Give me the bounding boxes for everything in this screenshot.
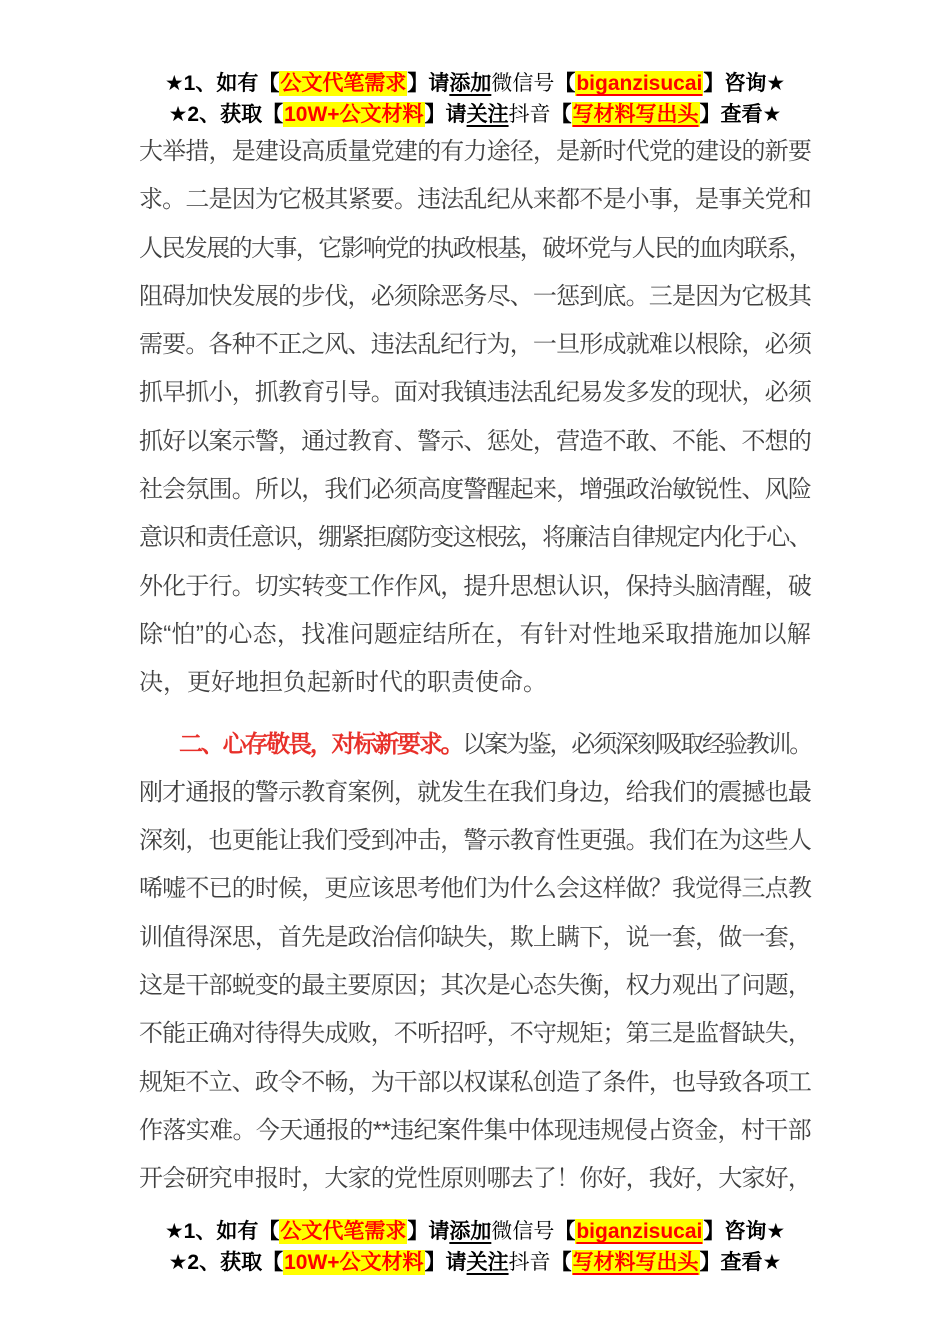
- promo-underline-add: 添加: [449, 1220, 492, 1243]
- body-text: 除“怕”的心态，找准问题症结所在，有针对性地采取措施加以解: [139, 620, 811, 648]
- body-line: [139, 817, 811, 865]
- body-line: [139, 865, 811, 913]
- promo-text: 】咨询★: [703, 1220, 786, 1243]
- body-line: [139, 1010, 811, 1058]
- body-text: 求。二是因为它极其紧要。违法乱纪从来都不是小事，是事关党和: [139, 186, 811, 214]
- body-text: 不能正确对待得失成败，不听招呼，不守规矩；第三是监督缺失，: [139, 1020, 811, 1048]
- promo-line: [0, 1247, 950, 1278]
- body-line: [139, 128, 811, 176]
- body-line: [139, 1107, 811, 1155]
- promo-text: 】查看★: [699, 1251, 782, 1274]
- body-text: 以案为鉴，必须深刻吸取经验教训。: [462, 730, 812, 758]
- promo-line: [0, 99, 950, 130]
- paragraph: [139, 128, 811, 708]
- douyin-name: 写材料写出头: [572, 1251, 699, 1274]
- body-line: [139, 1059, 811, 1107]
- promo-text: 】查看★: [699, 103, 782, 126]
- body-text: 大举措，是建设高质量党建的有力途径，是新时代党的建设的新要: [139, 138, 811, 165]
- body-text: 阻碍加快发展的步伐，必须除恶务尽、一惩到底。三是因为它极其: [139, 282, 811, 310]
- body-line: [139, 225, 811, 273]
- body-line: [139, 914, 811, 962]
- promo-underline-follow: 关注: [466, 103, 509, 126]
- promo-text: 微信号: [491, 1220, 555, 1243]
- wechat-id: biganzisucai: [576, 72, 703, 95]
- promo-line: [0, 1216, 950, 1247]
- body-line: [139, 514, 811, 562]
- promo-highlight-service: 公文代笔需求: [280, 1220, 407, 1243]
- promo-line: [0, 68, 950, 99]
- body-text: 需要。各种不正之风、违法乱纪行为，一旦形成就难以根除，必须: [139, 331, 811, 359]
- promo-highlight-materials: 10W+公文材料: [284, 103, 424, 126]
- promo-text: ★1、如有【: [164, 72, 280, 95]
- promo-underline-follow: 关注: [466, 1251, 509, 1274]
- body-line: [139, 273, 811, 321]
- body-line: [139, 466, 811, 514]
- promo-text: 微信号: [491, 72, 555, 95]
- body-line: [139, 962, 811, 1010]
- promo-text: ★2、获取【: [168, 103, 284, 126]
- promo-text: 】请: [407, 1220, 450, 1243]
- promo-text: 】咨询★: [703, 72, 786, 95]
- body-text: 唏嘘不已的时候，更应该思考他们为什么会这样做？我觉得三点教: [139, 875, 811, 903]
- body-line: [139, 321, 811, 369]
- document-body: [139, 128, 811, 1204]
- body-text: 这是干部蜕变的最主要原因；其次是心态失衡，权力观出了问题，: [139, 972, 811, 1000]
- body-line: [139, 721, 811, 769]
- wechat-id: biganzisucai: [576, 1220, 703, 1243]
- body-text: 开会研究申报时，大家的党性原则哪去了！你好，我好，大家好，: [139, 1165, 811, 1193]
- footer-promo-note: [0, 1216, 950, 1278]
- body-text: 规矩不立、政令不畅，为干部以权谋私创造了条件，也导致各项工: [139, 1068, 811, 1096]
- body-line: [139, 563, 811, 611]
- section-heading: 二、心存敬畏，对标新要求。: [179, 730, 463, 758]
- body-text: 抓好以案示警，通过教育、警示、惩处，营造不敢、不能、不想的: [139, 427, 811, 455]
- body-text: 训值得深思，首先是政治信仰缺失，欺上瞒下，说一套，做一套，: [139, 923, 811, 951]
- body-line: [139, 418, 811, 466]
- promo-text: 】请: [407, 72, 450, 95]
- promo-text: ★2、获取【: [168, 1251, 284, 1274]
- body-text: 抓早抓小，抓教育引导。面对我镇违法乱纪易发多发的现状，必须: [139, 379, 811, 407]
- body-line: [139, 769, 811, 817]
- promo-text: 抖音: [508, 103, 551, 126]
- promo-text: 【: [550, 1251, 572, 1274]
- promo-text: 【: [550, 103, 572, 126]
- body-text: 外化于行。切实转变工作作风，提升思想认识，保持头脑清醒，破: [139, 572, 811, 600]
- paragraph: [139, 721, 811, 1204]
- body-line: [139, 1155, 811, 1203]
- promo-highlight-materials: 10W+公文材料: [284, 1251, 424, 1274]
- promo-underline-add: 添加: [449, 72, 492, 95]
- body-text: 人民发展的大事，它影响党的执政根基，破坏党与人民的血肉联系，: [139, 234, 811, 262]
- body-text: 刚才通报的警示教育案例，就发生在我们身边，给我们的震撼也最: [139, 778, 811, 806]
- promo-text: 】请: [424, 103, 467, 126]
- promo-text: 抖音: [508, 1251, 551, 1274]
- body-line: [139, 369, 811, 417]
- body-text: 意识和责任意识，绷紧拒腐防变这根弦，将廉洁自律规定内化于心、: [139, 524, 811, 552]
- body-text: 社会氛围。所以，我们必须高度警醒起来，增强政治敏锐性、风险: [139, 476, 811, 504]
- body-line: [139, 611, 811, 659]
- douyin-name: 写材料写出头: [572, 103, 699, 126]
- body-text: 作落实难。今天通报的**违纪案件集中体现违规侵占资金，村干部: [139, 1116, 811, 1144]
- promo-highlight-service: 公文代笔需求: [280, 72, 407, 95]
- promo-text: 【: [554, 72, 576, 95]
- body-line: [139, 176, 811, 224]
- body-text: 决，更好地担负起新时代的职责使命。: [139, 669, 547, 697]
- body-line: [139, 659, 811, 707]
- body-text: 深刻，也更能让我们受到冲击，警示教育性更强。我们在为这些人: [139, 827, 811, 855]
- promo-text: ★1、如有【: [164, 1220, 280, 1243]
- promo-text: 】请: [424, 1251, 467, 1274]
- promo-text: 【: [554, 1220, 576, 1243]
- header-promo-note: [0, 68, 950, 130]
